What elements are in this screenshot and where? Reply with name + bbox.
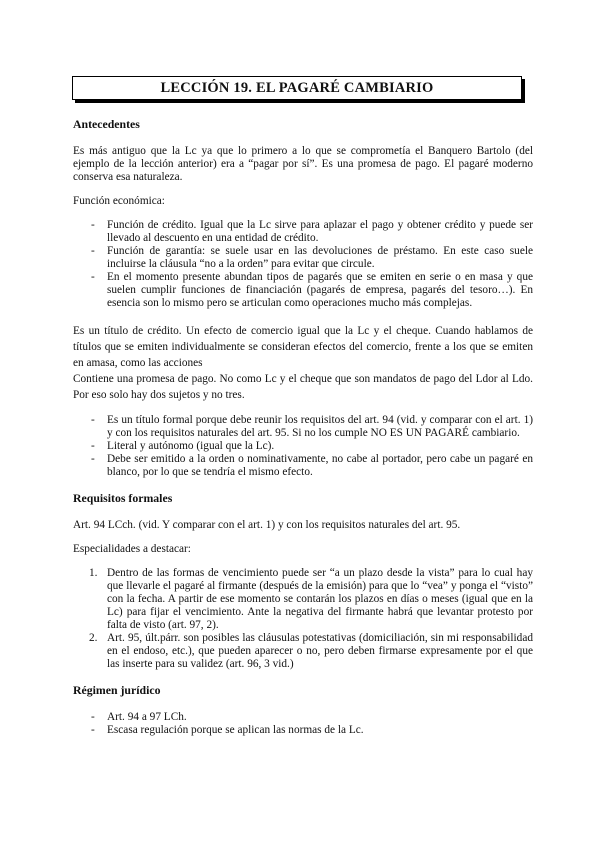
paragraph-titulo-credito: Es un título de crédito. Un efecto de comercio igual que la Lc y el cheque. Cuando hablamos de títulos que se emiten individualmente se consideran efectos del comercio, frente a los que se emiten en amasa, como las acciones bbox=[73, 325, 533, 369]
list-item: - Escasa regulación porque se aplican las normas de la Lc. bbox=[73, 724, 533, 737]
list-item: - Función de garantía: se suele usar en las devoluciones de préstamo. En este caso suele incluirse la cláusula “no a la orden” para evitar que circule. bbox=[73, 245, 533, 271]
list-number: 2. bbox=[89, 632, 98, 644]
paragraph-intro: Es más antiguo que la Lc ya que lo primero a lo que se comprometía el Banquero Bartolo (del ejemplo de la lección anterior) era a “pagar por sí”. Es una promesa de pago. El pagaré moderno conserva esa naturaleza. bbox=[73, 145, 533, 183]
list-regimen bbox=[73, 711, 533, 737]
list-item: - Función de crédito. Igual que la Lc sirve para aplazar el pago y obtener crédito y puede ser llevado al descuento en una entidad de crédito. bbox=[73, 219, 533, 245]
list-item-text: Art. 95, últ.párr. son posibles las cláusulas potestativas (domiciliación, sin mi responsabilidad en el endoso, etc.), que pueden aparecer o no, pero deben firmarse expresamente por el que las inserte para su validez (art. 96, 3 vid.) bbox=[107, 632, 533, 670]
list-item bbox=[73, 567, 533, 632]
paragraph-requisitos: Art. 94 LCch. (vid. Y comparar con el art. 1) y con los requisitos naturales del art. 95. bbox=[73, 519, 461, 531]
document-body bbox=[73, 118, 533, 750]
list-item: - Debe ser emitido a la orden o nominativamente, no cabe al portador, pero cabe un pagaré en blanco, por lo que se tendría el mismo efecto. bbox=[73, 453, 533, 479]
list-item: - Art. 94 a 97 LCh. bbox=[73, 711, 533, 724]
paragraph-promesa: Contiene una promesa de pago. No como Lc y el cheque que son mandatos de pago del Ldor al Ldo. Por eso solo hay dos sujetos y no tres. bbox=[73, 373, 533, 401]
heading-requisitos: Requisitos formales bbox=[73, 491, 173, 505]
label-funcion-economica: Función económica: bbox=[73, 195, 165, 207]
list-especialidades bbox=[73, 567, 533, 671]
lesson-title: LECCIÓN 19. EL PAGARÉ CAMBIARIO bbox=[72, 76, 522, 100]
list-number: 1. bbox=[89, 567, 98, 579]
list-item: - Literal y autónomo (igual que la Lc). bbox=[73, 440, 533, 453]
label-especialidades: Especialidades a destacar: bbox=[73, 543, 191, 555]
list-funcion-economica bbox=[73, 219, 533, 310]
heading-regimen: Régimen jurídico bbox=[73, 683, 161, 697]
list-caracteres bbox=[73, 414, 533, 479]
list-item-text: Dentro de las formas de vencimiento puede ser “a un plazo desde la vista” para lo cual hay que llevarle el pagaré al firmante (después de la emisión) para que lo “vea” y ponga el “visto” con la fecha. A partir de ese momento se contarán los plazos en días o meses (igual que en la Lc) para fijar el vencimiento. Ante la negativa del firmante habrá que levantar protesto por falta de visto (art. 97, 2). bbox=[107, 567, 533, 631]
list-item: - En el momento presente abundan tipos de pagarés que se emiten en serie o en masa y que suelen cumplir funciones de financiación (pagarés de empresa, pagarés del tesoro…). En esencia son lo mismo pero se articulan como operaciones mucho más complejas. bbox=[73, 271, 533, 310]
list-item bbox=[73, 632, 533, 671]
heading-antecedentes: Antecedentes bbox=[73, 117, 140, 131]
list-item: - Es un título formal porque debe reunir los requisitos del art. 94 (vid. y comparar con el art. 1) y con los requisitos naturales del art. 95. Si no los cumple NO ES UN PAGARÉ cambiario. bbox=[73, 414, 533, 440]
